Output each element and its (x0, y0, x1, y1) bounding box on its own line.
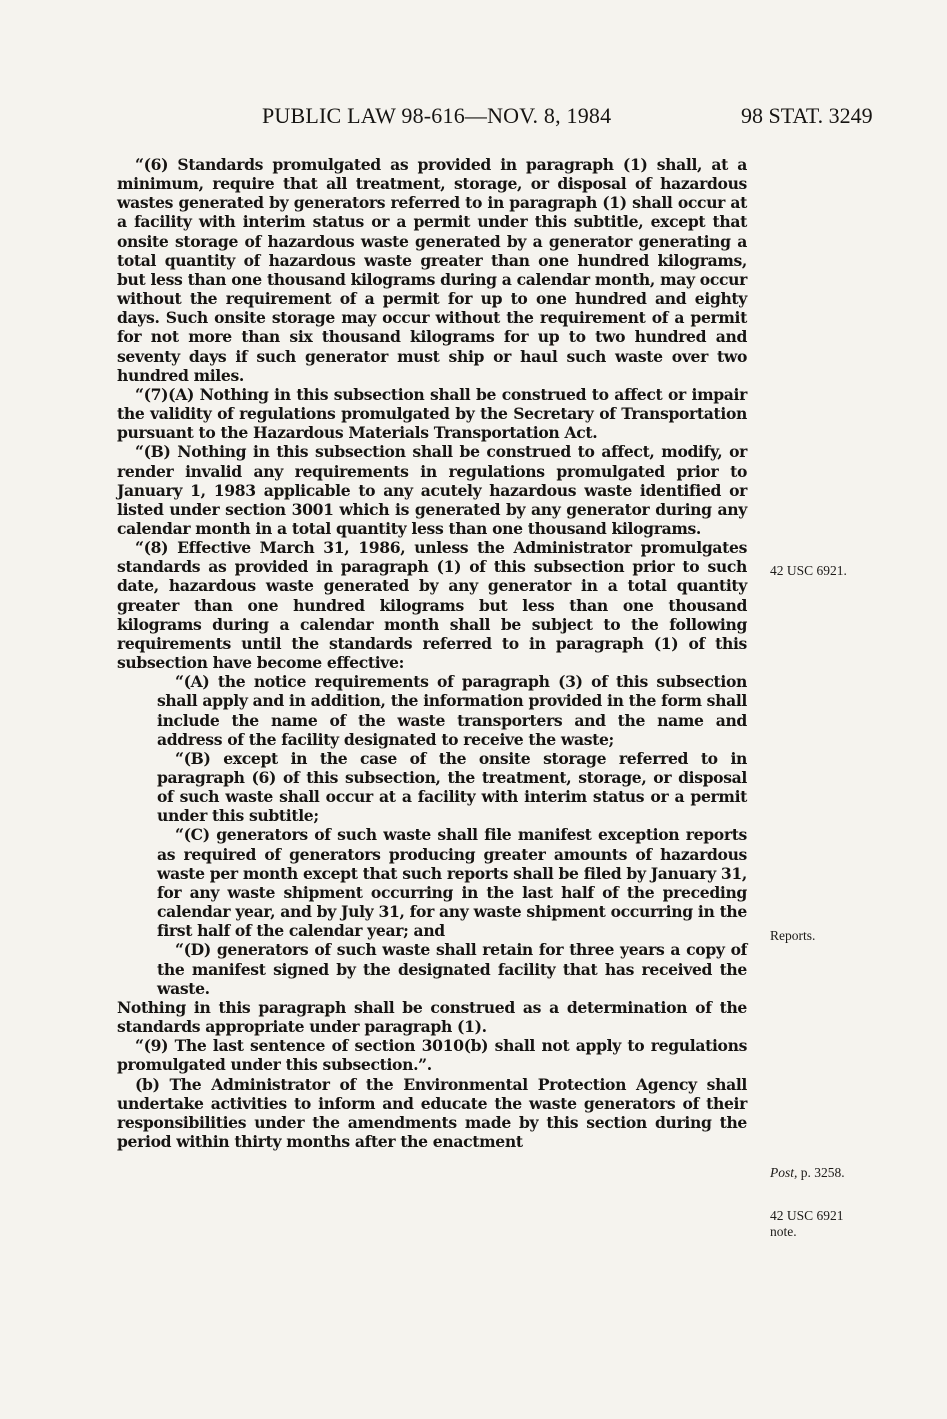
margin-note-post-italic: Post, (770, 1165, 798, 1180)
margin-note-usc-6921-note (770, 1208, 844, 1240)
header-stat-page: 98 STAT. 3249 (741, 103, 873, 128)
paragraph-8-closing: Nothing in this paragraph shall be construed as a determination of the standards appropriate under paragraph (1). (117, 997, 747, 1037)
margin-note-usc-6921-note-line2: note. (770, 1224, 797, 1239)
margin-note-post-page (770, 1165, 845, 1181)
margin-note-usc-6921 (770, 563, 847, 579)
paragraph-8: “(8) Effective March 31, 1986, unless the Administrator promulgates standards as provided in paragraph (1) of this subsection prior to such date, hazardous waste generated by any generator in a total quantity greater than one hundred kilograms but less than one thousand kilograms during a calendar month shall be subject to the following requirements until the standards referred to in paragraph (1) of this subsection have become effective: (117, 538, 747, 673)
paragraph-8b: “(B) except in the case of the onsite storage referred to in paragraph (6) of this subsection, the treatment, storage, or disposal of such waste shall occur at a facility with interim status or a permit under this subtitle; (157, 748, 747, 826)
header-title: PUBLIC LAW 98-616—NOV. 8, 1984 (262, 103, 612, 128)
paragraph-8c: “(C) generators of such waste shall file manifest exception reports as required of generators producing greater amounts of hazardous waste per month except that such reports shall be filed by January 31, for any waste shipment occurring in the last half of the preceding calendar year, and by July 31, for any waste shipment occurring in the first half of the calendar year; and (157, 825, 747, 941)
paragraph-8a: “(A) the notice requirements of paragraph (3) of this subsection shall apply and in addition, the information provided in the form shall include the name of the waste transporters and the name and address of the facility designated to receive the waste; (157, 672, 747, 749)
paragraph-6: “(6) Standards promulgated as provided in paragraph (1) shall, at a minimum, require that all treatment, storage, or disposal of hazardous wastes generated by generators referred to in paragraph (1) shall occur at a facility with interim status or a permit under this subtitle, except that onsite storage of hazardous waste generated by a generator generating a total quantity of hazardous waste greater than one hundred kilograms, but less than one thousand kilograms during a calendar month, may occur without the requirement of a permit for up to one hundred and eighty days. Such onsite storage may occur without the requirement of a permit for not more than six thousand kilograms for up to two hundred and seventy days if such generator must ship or haul such waste over two hundred miles. (117, 155, 747, 385)
paragraph-9: “(9) The last sentence of section 3010(b) shall not apply to regulations promulgated under this subsection.”. (117, 1036, 747, 1075)
margin-note-usc-6921-note-line1: 42 USC 6921 (770, 1208, 844, 1223)
subsection-b: (b) The Administrator of the Environmental Protection Agency shall undertake activities to inform and educate the waste generators of their responsibilities under the amendments made by this section during the period within thirty months after the enactment (117, 1074, 747, 1151)
margin-note-post-page-text: p. 3258. (797, 1165, 845, 1180)
margin-note-reports (770, 928, 815, 944)
paragraph-7b: “(B) Nothing in this subsection shall be construed to affect, modify, or render invalid any requirements in regulations promulgated prior to January 1, 1983 applicable to any acutely hazardous waste identified or listed under section 3001 which is generated by any generator during any calendar month in a total quantity less than one thousand kilograms. (117, 442, 747, 538)
margin-note-usc-6921-text: 42 USC 6921. (770, 563, 847, 578)
statute-body (117, 155, 747, 1151)
paragraph-7a: “(7)(A) Nothing in this subsection shall be construed to affect or impair the validity of regulations promulgated by the Secretary of Transportation pursuant to the Hazardous Materials Transportation Act. (117, 384, 747, 443)
paragraph-8d: “(D) generators of such waste shall retain for three years a copy of the manifest signed by the designated facility that has received the waste. (157, 940, 747, 998)
page-header (0, 103, 947, 133)
margin-note-reports-text: Reports. (770, 928, 816, 943)
